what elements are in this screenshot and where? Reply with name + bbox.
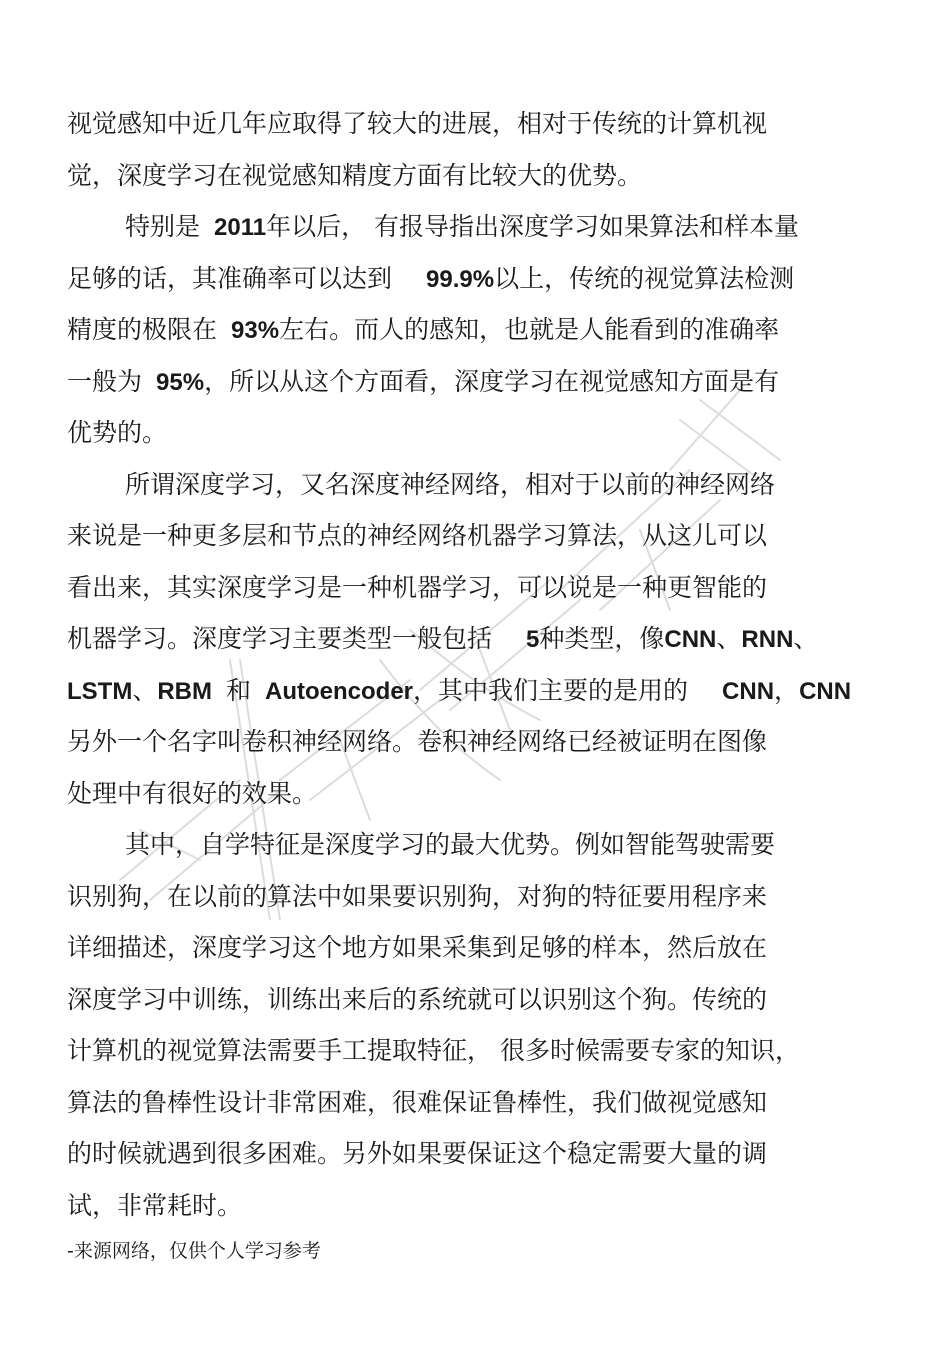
text-span: ，其中我们主要的是用的 [413, 675, 689, 705]
text-line: 计算机的视觉算法需要手工提取特征， 很多时候需要专家的知识， [67, 1036, 800, 1065]
text-span: 和 [226, 675, 252, 705]
text-span: 、 [716, 624, 742, 653]
accuracy-value: 99.9% [426, 265, 495, 293]
text-span: 足够的话，其准确率可以达到 [67, 263, 393, 293]
text-line [67, 205, 897, 257]
term-rnn: RNN [741, 626, 794, 653]
text-span: ，所以从这个方面看，深度学习在视觉感知方面是有 [204, 366, 780, 396]
text-span: 年以后， 有报导指出深度学习如果算法和样本量 [266, 212, 800, 241]
term-lstm: LSTM [67, 677, 133, 705]
source-footer: -来源网络，仅供个人学习参考 [67, 1240, 321, 1262]
text-line: 所谓深度学习，又名深度神经网络，相对于以前的神经网络 [125, 469, 776, 499]
text-line: 觉，深度学习在视觉感知精度方面有比较大的优势。 [67, 160, 643, 190]
text-line [67, 257, 897, 309]
text-span: 、 [793, 624, 819, 653]
text-span: 一般为 [67, 366, 143, 396]
text-span: 以上，传统的视觉算法检测 [494, 263, 795, 293]
text-span: 特别是 [125, 212, 201, 241]
text-line [67, 308, 897, 360]
text-line [67, 360, 897, 412]
term-cnn: CNN [722, 677, 775, 705]
text-span: 机器学习。深度学习主要类型一般包括 [67, 624, 493, 653]
text-line: 识别狗，在以前的算法中如果要识别狗，对狗的特征要用程序来 [67, 881, 768, 911]
text-line: 详细描述，深度学习这个地方如果采集到足够的样本，然后放在 [67, 933, 768, 962]
text-line: 深度学习中训练，训练出来后的系统就可以识别这个狗。传统的 [67, 984, 768, 1014]
term-cnn: CNN [664, 626, 717, 653]
text-span: 精度的极限在 [67, 315, 218, 344]
text-span: 左右。而人的感知，也就是人能看到的准确率 [279, 315, 780, 344]
text-line: 视觉感知中近几年应取得了较大的进展，相对于传统的计算机视 [67, 109, 768, 138]
text-line: 其中，自学特征是深度学习的最大优势。例如智能驾驶需要 [125, 830, 776, 859]
text-line: 试，非常耗时。 [67, 1190, 243, 1220]
text-span: 种类型，像 [539, 624, 665, 653]
term-cnn: CNN [799, 677, 852, 705]
accuracy-value: 93% [231, 317, 280, 344]
text-span: ， [774, 675, 800, 705]
text-line: 算法的鲁棒性设计非常困难，很难保证鲁棒性，我们做视觉感知 [67, 1087, 768, 1117]
text-line: 处理中有很好的效果。 [67, 778, 318, 808]
text-line: 的时候就遇到很多困难。另外如果要保证这个稳定需要大量的调 [67, 1139, 768, 1168]
count-value: 5 [526, 626, 540, 653]
text-line: 优势的。 [67, 418, 168, 447]
text-span: 、 [132, 675, 158, 705]
text-line: 来说是一种更多层和节点的神经网络机器学习算法，从这儿可以 [67, 521, 768, 550]
term-autoencoder: Autoencoder [265, 677, 414, 705]
text-line [67, 617, 897, 669]
body-text [67, 102, 897, 1235]
year-value: 2011 [214, 214, 267, 241]
text-line [67, 669, 897, 721]
term-rbm: RBM [157, 677, 212, 705]
text-line: 另外一个名字叫卷积神经网络。卷积神经网络已经被证明在图像 [67, 727, 768, 756]
text-line: 看出来，其实深度学习是一种机器学习，可以说是一种更智能的 [67, 572, 768, 602]
accuracy-value: 95% [156, 368, 205, 396]
